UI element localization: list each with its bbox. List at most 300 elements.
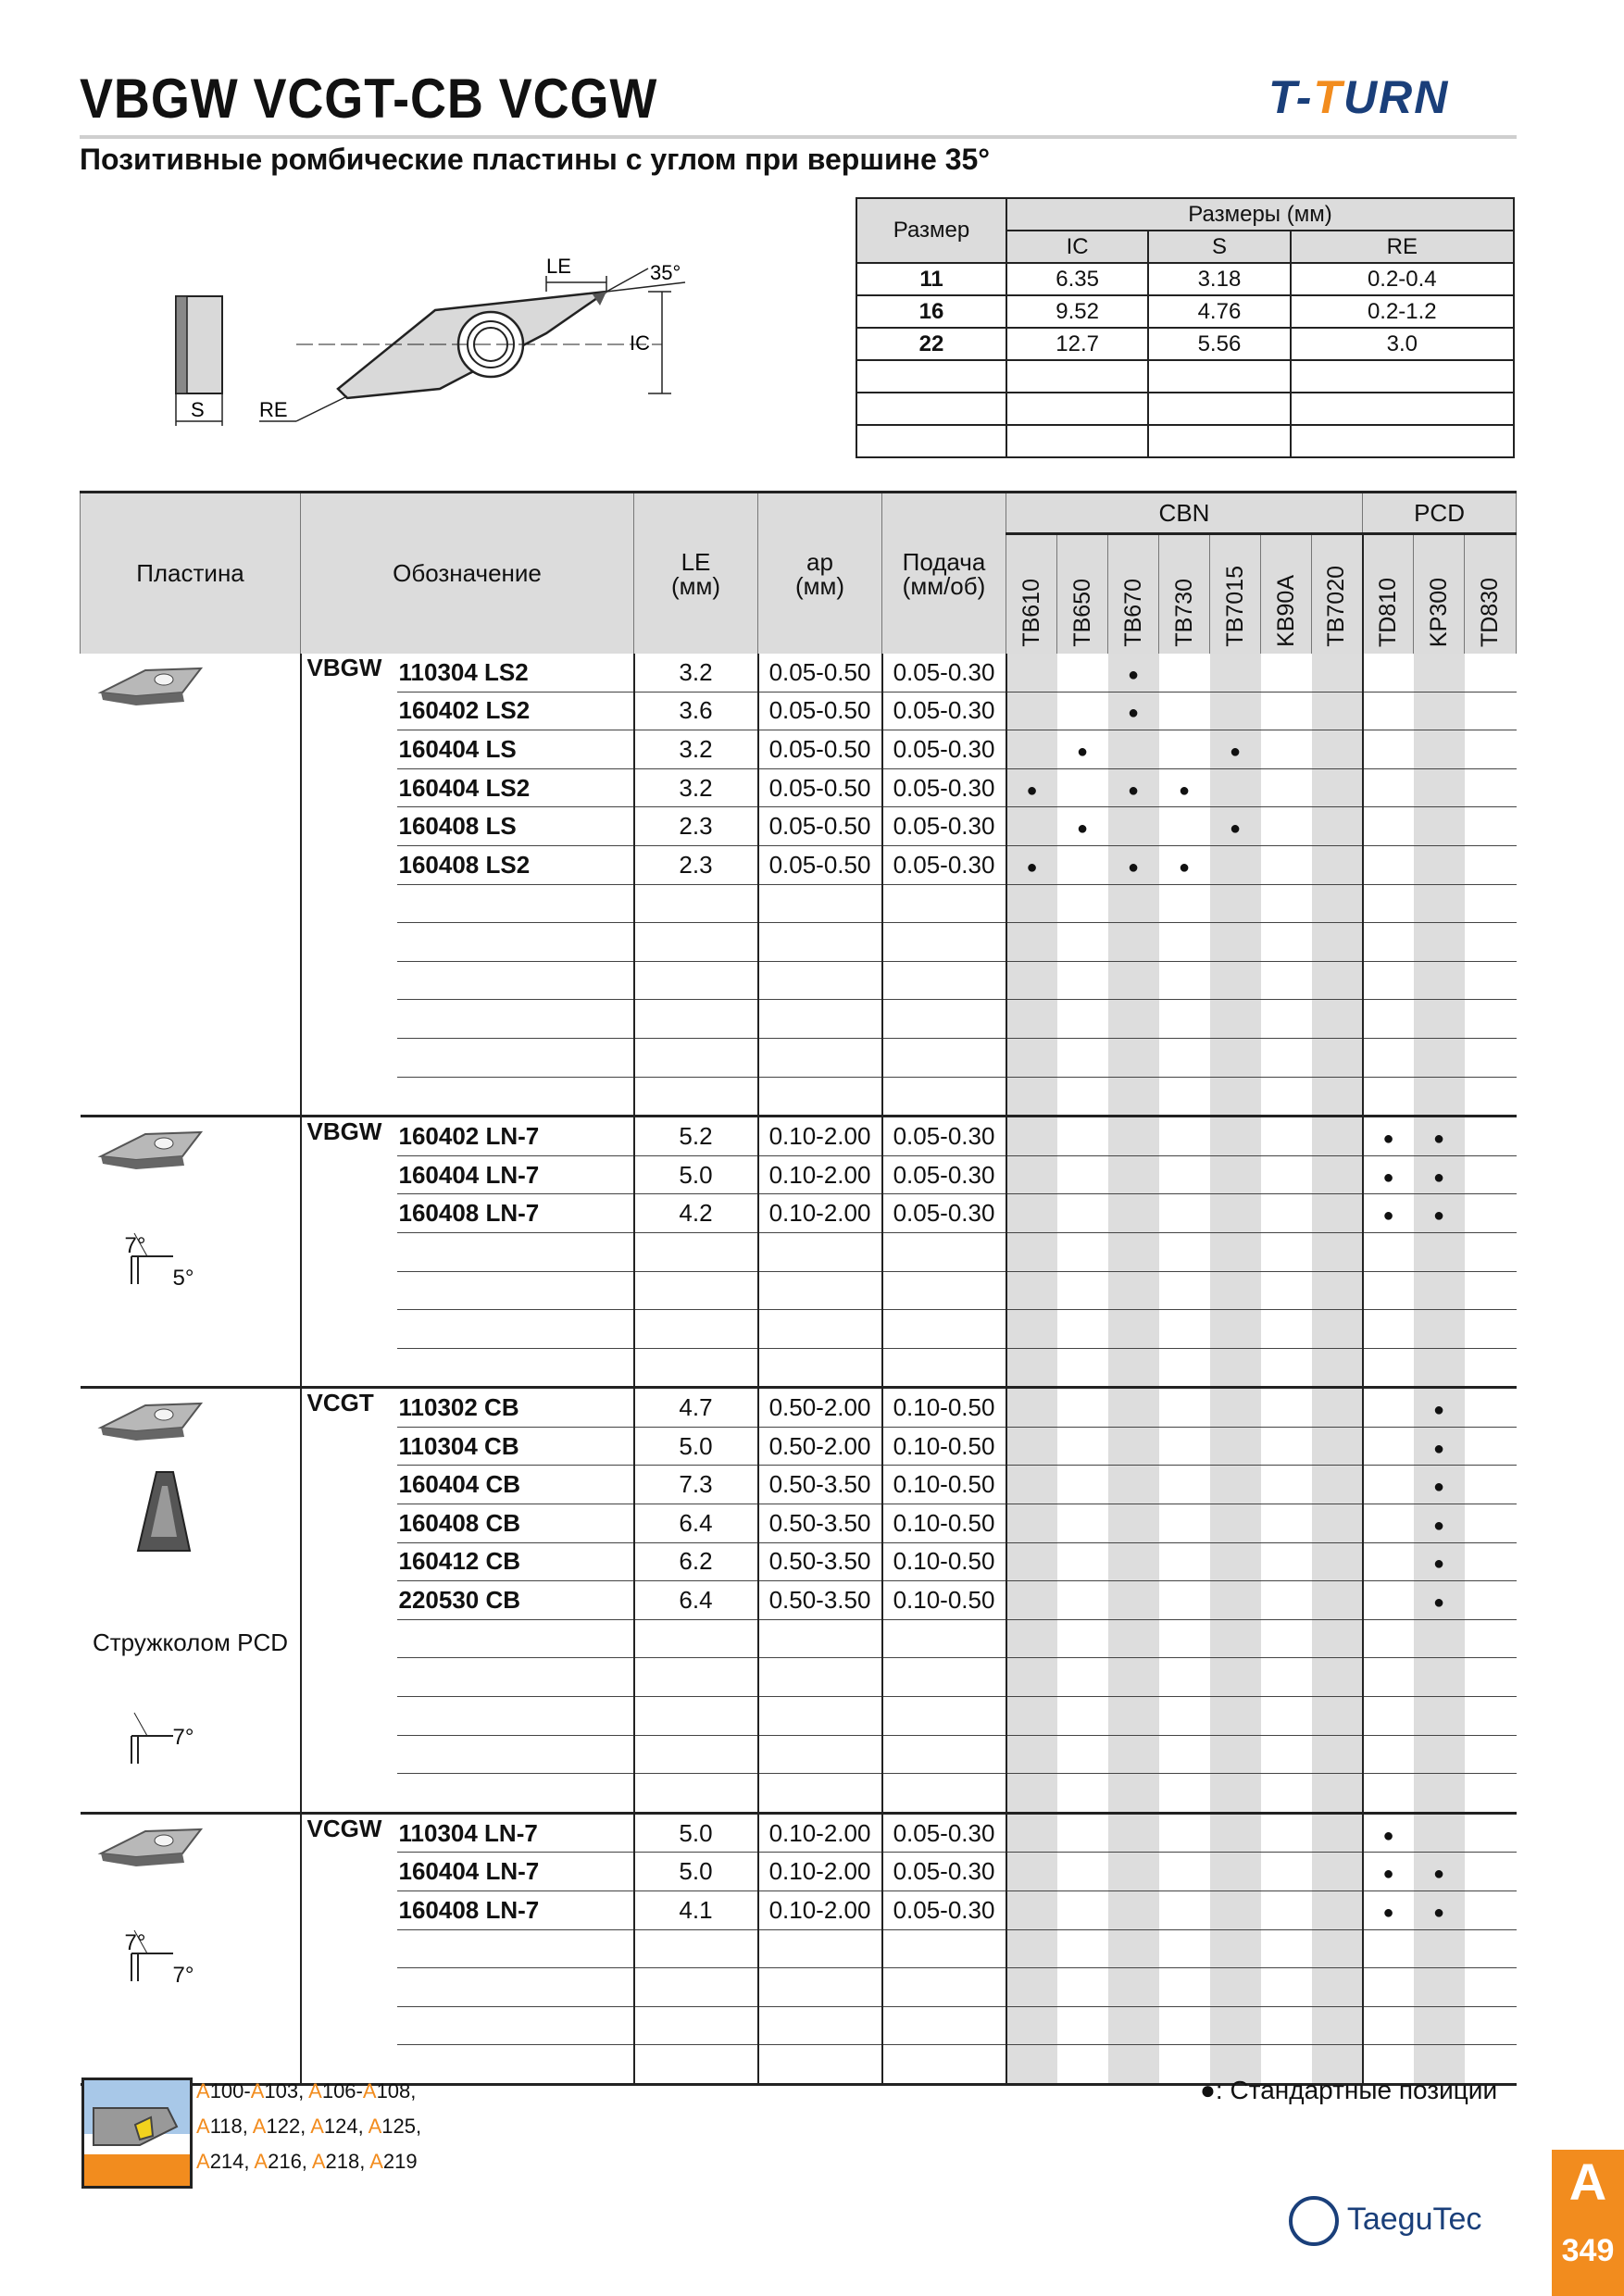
cell-feed: 0.05-0.30 xyxy=(882,1155,1006,1194)
grade-cell xyxy=(1312,1466,1363,1504)
standard-mark xyxy=(1414,1891,1465,1930)
grade-cell xyxy=(1108,1466,1159,1504)
grade-cell xyxy=(1159,1891,1210,1930)
grade-cell xyxy=(1210,1968,1261,2007)
cell-feed xyxy=(882,1929,1006,1968)
dims-row xyxy=(856,393,1514,425)
standard-mark xyxy=(1057,730,1108,769)
cell-feed xyxy=(882,1658,1006,1697)
cell-le: 3.6 xyxy=(634,692,758,730)
cell-feed xyxy=(882,1271,1006,1310)
feed-header: Подача (мм/об) xyxy=(882,493,1006,655)
dims-row xyxy=(856,425,1514,457)
cell-le xyxy=(634,961,758,1000)
grade-cell xyxy=(1363,1697,1414,1736)
grade-cell xyxy=(1006,1735,1057,1774)
grade-cell xyxy=(1108,1697,1159,1736)
grade-cell xyxy=(1363,1466,1414,1504)
grade-cell xyxy=(1108,1038,1159,1077)
grade-cell xyxy=(1057,1697,1108,1736)
grade-cell xyxy=(1210,845,1261,884)
cell-feed xyxy=(882,1232,1006,1271)
grade-cell xyxy=(1465,1581,1517,1620)
insert-row xyxy=(81,1117,1517,1156)
cell-feed xyxy=(882,1348,1006,1388)
grade-cell xyxy=(1210,1813,1261,1853)
grade-cell xyxy=(1210,1891,1261,1930)
dimensions-group-header: Размеры (мм) xyxy=(1006,198,1514,231)
cell-le: 3.2 xyxy=(634,730,758,769)
grade-cell xyxy=(1363,1504,1414,1543)
grade-cell xyxy=(1057,884,1108,923)
grade-cell xyxy=(1363,1542,1414,1581)
cell-feed: 0.05-0.30 xyxy=(882,845,1006,884)
dims-cell-size xyxy=(856,393,1006,425)
grade-cell xyxy=(1465,1117,1517,1156)
grade-cell xyxy=(1261,807,1312,846)
grade-cell xyxy=(1108,1232,1159,1271)
grade-cell xyxy=(1057,1000,1108,1039)
designation-code: 220530 CB xyxy=(397,1581,634,1620)
grade-cell xyxy=(1108,1658,1159,1697)
grade-cell xyxy=(1363,768,1414,807)
grade-cell xyxy=(1465,654,1517,692)
grade-cell xyxy=(1006,1077,1057,1117)
cell-ap xyxy=(758,1774,882,1814)
cell-le xyxy=(634,923,758,962)
grade-cell xyxy=(1057,768,1108,807)
grade-cell xyxy=(1465,1038,1517,1077)
grade-cell xyxy=(1108,1388,1159,1428)
grade-cell xyxy=(1210,1658,1261,1697)
grade-cell xyxy=(1210,1853,1261,1891)
dims-cell-size xyxy=(856,425,1006,457)
series-label: VCGW xyxy=(301,1813,397,2084)
grade-cell xyxy=(1006,1504,1057,1543)
ap-header: ap (мм) xyxy=(758,493,882,655)
grade-cell xyxy=(1210,768,1261,807)
insert-row xyxy=(81,1388,1517,1428)
grade-cell xyxy=(1414,2006,1465,2045)
grade-cell xyxy=(1312,1813,1363,1853)
designation-header: Обозначение xyxy=(301,493,634,655)
grade-cell xyxy=(1210,1155,1261,1194)
grade-cell xyxy=(1465,1619,1517,1658)
grade-cell xyxy=(1363,1000,1414,1039)
grade-cell xyxy=(1108,1929,1159,1968)
title-rule xyxy=(80,135,1517,139)
grade-cell xyxy=(1465,1813,1517,1853)
cell-ap: 0.50-2.00 xyxy=(758,1388,882,1428)
grade-header: TB730 xyxy=(1159,534,1210,655)
grade-cell xyxy=(1312,1891,1363,1930)
cell-le: 2.3 xyxy=(634,845,758,884)
grade-cell xyxy=(1057,1427,1108,1466)
cell-ap: 0.50-2.00 xyxy=(758,1427,882,1466)
cell-le xyxy=(634,1735,758,1774)
grade-cell xyxy=(1414,1968,1465,2007)
designation-code xyxy=(397,2006,634,2045)
grade-cell xyxy=(1108,1194,1159,1233)
grade-cell xyxy=(1414,1774,1465,1814)
grade-cell xyxy=(1261,2006,1312,2045)
designation-code xyxy=(397,1271,634,1310)
grade-cell xyxy=(1006,884,1057,923)
grade-header: TB7020 xyxy=(1312,534,1363,655)
cell-le xyxy=(634,2006,758,2045)
grade-cell xyxy=(1057,1504,1108,1543)
grade-cell xyxy=(1312,1232,1363,1271)
ref-line: A100-A103, A106-A108, xyxy=(196,2079,417,2103)
cell-feed xyxy=(882,1697,1006,1736)
grade-cell xyxy=(1312,884,1363,923)
grade-cell xyxy=(1108,2045,1159,2085)
grade-cell xyxy=(1006,1348,1057,1388)
grade-cell xyxy=(1261,1038,1312,1077)
grade-cell xyxy=(1006,1117,1057,1156)
grade-cell xyxy=(1312,961,1363,1000)
grade-cell xyxy=(1108,1348,1159,1388)
grade-cell xyxy=(1261,1077,1312,1117)
grade-cell xyxy=(1159,1271,1210,1310)
grade-cell xyxy=(1108,1774,1159,1814)
cell-feed: 0.05-0.30 xyxy=(882,730,1006,769)
cell-feed xyxy=(882,2006,1006,2045)
grade-cell xyxy=(1006,1466,1057,1504)
standard-mark xyxy=(1414,1388,1465,1428)
grade-cell xyxy=(1108,1853,1159,1891)
cell-ap: 0.10-2.00 xyxy=(758,1813,882,1853)
standard-mark xyxy=(1210,807,1261,846)
grade-cell xyxy=(1159,2006,1210,2045)
grade-header: TB610 xyxy=(1006,534,1057,655)
grade-cell xyxy=(1006,1038,1057,1077)
grade-cell xyxy=(1312,1581,1363,1620)
grade-cell xyxy=(1159,730,1210,769)
grade-cell xyxy=(1210,1774,1261,1814)
grade-cell xyxy=(1312,1504,1363,1543)
grade-cell xyxy=(1210,1504,1261,1543)
standard-mark xyxy=(1108,845,1159,884)
dims-cell-re: 0.2-1.2 xyxy=(1291,295,1514,328)
grade-cell xyxy=(1006,1542,1057,1581)
designation-code xyxy=(397,1735,634,1774)
standard-mark xyxy=(1363,1194,1414,1233)
standard-mark xyxy=(1363,1155,1414,1194)
standard-mark xyxy=(1363,1853,1414,1891)
grade-cell xyxy=(1465,961,1517,1000)
series-label: VBGW xyxy=(301,1117,397,1388)
angle-label: 7° xyxy=(172,1962,194,1988)
grade-cell xyxy=(1363,1310,1414,1349)
grade-cell xyxy=(1363,1077,1414,1117)
grade-cell xyxy=(1159,1619,1210,1658)
grade-cell xyxy=(1465,1271,1517,1310)
grade-cell xyxy=(1363,2006,1414,2045)
grade-cell xyxy=(1210,1581,1261,1620)
cell-ap xyxy=(758,1232,882,1271)
cell-le: 7.3 xyxy=(634,1466,758,1504)
dims-cell-ic xyxy=(1006,393,1148,425)
dims-row xyxy=(856,328,1514,360)
cell-le xyxy=(634,1774,758,1814)
grade-cell xyxy=(1006,1813,1057,1853)
grade-cell xyxy=(1210,1697,1261,1736)
dim-col-header: RE xyxy=(1291,231,1514,263)
grade-cell xyxy=(1006,1581,1057,1620)
cell-ap xyxy=(758,1077,882,1117)
grade-cell xyxy=(1210,1194,1261,1233)
grade-cell xyxy=(1312,768,1363,807)
grade-cell xyxy=(1057,1542,1108,1581)
designation-code xyxy=(397,1000,634,1039)
grade-cell xyxy=(1465,2006,1517,2045)
standard-mark xyxy=(1414,1581,1465,1620)
grade-cell xyxy=(1057,1581,1108,1620)
grade-cell xyxy=(1261,1581,1312,1620)
grade-cell xyxy=(1312,845,1363,884)
grade-cell xyxy=(1261,1310,1312,1349)
grade-cell xyxy=(1312,1155,1363,1194)
grade-cell xyxy=(1312,1697,1363,1736)
standard-mark xyxy=(1363,1117,1414,1156)
designation-code: 160404 LN-7 xyxy=(397,1155,634,1194)
ref-line: A118, A122, A124, A125, xyxy=(196,2115,422,2138)
grade-cell xyxy=(1006,692,1057,730)
cell-feed xyxy=(882,2045,1006,2085)
grade-cell xyxy=(1363,1619,1414,1658)
cell-feed: 0.05-0.30 xyxy=(882,1853,1006,1891)
page-tab xyxy=(1552,2150,1624,2296)
grade-cell xyxy=(1312,1929,1363,1968)
grade-cell xyxy=(1108,884,1159,923)
dims-cell-ic: 6.35 xyxy=(1006,263,1148,295)
grade-cell xyxy=(1006,1427,1057,1466)
grade-cell xyxy=(1057,1348,1108,1388)
dims-row xyxy=(856,295,1514,328)
cell-ap xyxy=(758,1697,882,1736)
insert-image xyxy=(81,654,301,1117)
grade-cell xyxy=(1159,1117,1210,1156)
grade-cell xyxy=(1312,1853,1363,1891)
grade-cell xyxy=(1006,1968,1057,2007)
grade-cell xyxy=(1465,1466,1517,1504)
grade-cell xyxy=(1210,1348,1261,1388)
grade-cell xyxy=(1210,1000,1261,1039)
standard-mark xyxy=(1159,768,1210,807)
grade-cell xyxy=(1261,1813,1312,1853)
grade-cell xyxy=(1210,961,1261,1000)
insert-geometry-diagram xyxy=(157,241,759,454)
designation-code: 160408 LS2 xyxy=(397,845,634,884)
grade-cell xyxy=(1159,1466,1210,1504)
grade-cell xyxy=(1261,961,1312,1000)
grade-cell xyxy=(1465,1000,1517,1039)
inserts-table xyxy=(80,491,1517,2086)
grade-cell xyxy=(1414,692,1465,730)
grade-cell xyxy=(1210,692,1261,730)
grade-cell xyxy=(1312,807,1363,846)
grade-cell xyxy=(1210,1929,1261,1968)
grade-cell xyxy=(1261,1466,1312,1504)
grade-cell xyxy=(1465,1542,1517,1581)
designation-code: 110304 CB xyxy=(397,1427,634,1466)
cell-feed: 0.05-0.30 xyxy=(882,1891,1006,1930)
angle-label: 7° xyxy=(172,1725,194,1751)
grade-cell xyxy=(1210,884,1261,923)
grade-cell xyxy=(1159,1427,1210,1466)
cell-ap xyxy=(758,1310,882,1349)
cell-feed xyxy=(882,1077,1006,1117)
grade-header: TB7015 xyxy=(1210,534,1261,655)
grade-cell xyxy=(1159,654,1210,692)
grade-cell xyxy=(1057,845,1108,884)
standard-mark xyxy=(1414,1504,1465,1543)
grade-cell xyxy=(1006,1658,1057,1697)
grade-cell xyxy=(1006,1155,1057,1194)
dims-cell-size: 16 xyxy=(856,295,1006,328)
grade-cell xyxy=(1057,2006,1108,2045)
grade-header: TB650 xyxy=(1057,534,1108,655)
grade-cell xyxy=(1261,1232,1312,1271)
grade-cell xyxy=(1210,923,1261,962)
designation-code xyxy=(397,1077,634,1117)
grade-cell xyxy=(1057,1388,1108,1428)
page-number: 349 xyxy=(1561,2233,1615,2268)
cell-ap: 0.10-2.00 xyxy=(758,1194,882,1233)
cell-le xyxy=(634,1077,758,1117)
cell-le xyxy=(634,1968,758,2007)
grade-cell xyxy=(1159,1929,1210,1968)
grade-cell xyxy=(1108,1581,1159,1620)
grade-cell xyxy=(1363,1581,1414,1620)
grade-header: TB670 xyxy=(1108,534,1159,655)
s-label: S xyxy=(191,398,205,421)
grade-cell xyxy=(1261,730,1312,769)
cell-feed: 0.10-0.50 xyxy=(882,1427,1006,1466)
cell-le xyxy=(634,1348,758,1388)
standard-mark xyxy=(1057,807,1108,846)
standard-mark xyxy=(1363,1891,1414,1930)
cell-le: 6.4 xyxy=(634,1504,758,1543)
grade-cell xyxy=(1312,1077,1363,1117)
cell-le: 5.0 xyxy=(634,1853,758,1891)
grade-cell xyxy=(1261,1194,1312,1233)
grade-cell xyxy=(1261,768,1312,807)
grade-cell xyxy=(1210,1619,1261,1658)
grade-cell xyxy=(1057,1968,1108,2007)
grade-cell xyxy=(1261,1968,1312,2007)
cell-le xyxy=(634,1658,758,1697)
cell-ap xyxy=(758,884,882,923)
grade-cell xyxy=(1261,1735,1312,1774)
grade-header: KP300 xyxy=(1414,534,1465,655)
cell-ap: 0.50-3.50 xyxy=(758,1504,882,1543)
angle-label: 35° xyxy=(650,261,681,284)
dims-cell-ic: 9.52 xyxy=(1006,295,1148,328)
grade-cell xyxy=(1108,1000,1159,1039)
grade-cell xyxy=(1006,1853,1057,1891)
cell-le: 5.2 xyxy=(634,1117,758,1156)
designation-code: 160404 CB xyxy=(397,1466,634,1504)
grade-cell xyxy=(1108,1619,1159,1658)
grade-cell xyxy=(1465,1929,1517,1968)
grade-cell xyxy=(1363,1929,1414,1968)
cell-le: 5.0 xyxy=(634,1155,758,1194)
grade-cell xyxy=(1057,1271,1108,1310)
grade-cell xyxy=(1261,1271,1312,1310)
standard-mark xyxy=(1108,692,1159,730)
grade-cell xyxy=(1006,923,1057,962)
section-letter: A xyxy=(1568,2152,1607,2211)
grade-cell xyxy=(1414,1619,1465,1658)
standard-mark xyxy=(1363,1813,1414,1853)
grade-cell xyxy=(1465,1155,1517,1194)
designation-code: 160412 CB xyxy=(397,1542,634,1581)
cell-feed: 0.10-0.50 xyxy=(882,1388,1006,1428)
cell-feed xyxy=(882,884,1006,923)
grade-cell xyxy=(1108,1542,1159,1581)
grade-cell xyxy=(1159,1194,1210,1233)
dims-cell-size: 11 xyxy=(856,263,1006,295)
standard-mark xyxy=(1414,1466,1465,1504)
dims-cell-s xyxy=(1148,393,1290,425)
dim-col-header: IC xyxy=(1006,231,1148,263)
grade-cell xyxy=(1363,1232,1414,1271)
grade-cell xyxy=(1363,1271,1414,1310)
designation-code: 110304 LN-7 xyxy=(397,1813,634,1853)
cell-feed xyxy=(882,1968,1006,2007)
cell-ap xyxy=(758,1968,882,2007)
cell-le: 3.2 xyxy=(634,768,758,807)
standard-mark xyxy=(1108,768,1159,807)
grade-cell xyxy=(1108,1155,1159,1194)
dimensions-table xyxy=(856,197,1515,458)
grade-cell xyxy=(1465,1658,1517,1697)
grade-cell xyxy=(1363,845,1414,884)
standard-mark xyxy=(1414,1853,1465,1891)
designation-code xyxy=(397,1658,634,1697)
designation-code: 160408 CB xyxy=(397,1504,634,1543)
cell-le xyxy=(634,1271,758,1310)
grade-cell xyxy=(1363,1427,1414,1466)
cell-le: 6.2 xyxy=(634,1542,758,1581)
standard-mark xyxy=(1414,1427,1465,1466)
grade-cell xyxy=(1465,1077,1517,1117)
dim-col-header: S xyxy=(1148,231,1290,263)
grade-cell xyxy=(1057,1813,1108,1853)
page-title: VBGW VCGT-CB VCGW xyxy=(80,68,658,130)
grade-cell xyxy=(1465,1388,1517,1428)
dims-cell-s xyxy=(1148,360,1290,393)
designation-code: 160408 LN-7 xyxy=(397,1891,634,1930)
grade-cell xyxy=(1057,2045,1108,2085)
chipbreaker-caption: Стружколом PCD xyxy=(92,1628,288,1657)
cell-ap: 0.05-0.50 xyxy=(758,807,882,846)
standard-mark xyxy=(1006,845,1057,884)
grade-cell xyxy=(1261,1929,1312,1968)
grade-cell xyxy=(1210,1310,1261,1349)
grade-cell xyxy=(1363,1388,1414,1428)
cell-le xyxy=(634,1038,758,1077)
grade-cell xyxy=(1312,1427,1363,1466)
grade-cell xyxy=(1057,1117,1108,1156)
cell-feed xyxy=(882,1310,1006,1349)
grade-cell xyxy=(1057,1232,1108,1271)
grade-cell xyxy=(1363,961,1414,1000)
insert-image xyxy=(81,1813,301,2084)
grade-cell xyxy=(1363,692,1414,730)
